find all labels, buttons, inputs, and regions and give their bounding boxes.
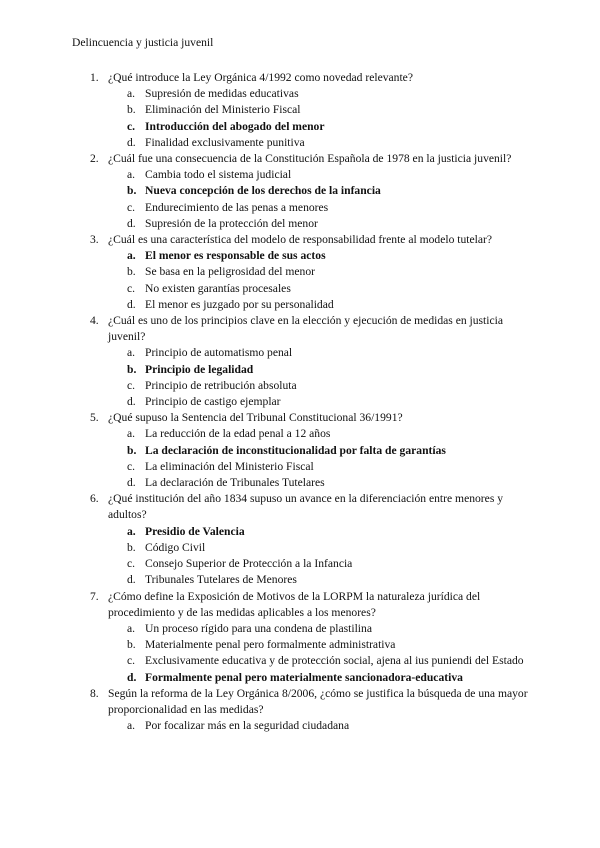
answer-option [0, 540, 600, 556]
option-text: Principio de automatismo penal [145, 346, 293, 360]
option-letter: d. [127, 476, 136, 490]
option-letter: a. [127, 87, 136, 101]
option-text: La declaración de Tribunales Tutelares [145, 476, 325, 490]
answer-option-correct [0, 670, 600, 686]
option-letter: a. [127, 249, 136, 263]
question-text: ¿Qué supuso la Sentencia del Tribunal Constitucional 36/1991? [108, 411, 403, 425]
option-text: Código Civil [145, 540, 206, 554]
option-text: Supresión de la protección del menor [145, 216, 318, 230]
answer-options [0, 621, 600, 686]
option-letter: c. [127, 119, 136, 133]
answer-option-correct [0, 443, 600, 459]
question-number: 1. [90, 71, 99, 84]
option-text: Presidio de Valencia [145, 524, 245, 538]
question-item [0, 491, 600, 588]
option-letter: a. [127, 346, 136, 360]
question-item [0, 589, 600, 686]
answer-options [0, 167, 600, 232]
answer-option [0, 394, 600, 410]
option-text: Principio de castigo ejemplar [145, 395, 281, 409]
option-letter: b. [127, 265, 136, 279]
option-letter: c. [127, 654, 136, 668]
answer-options [0, 248, 600, 313]
answer-options [0, 426, 600, 491]
option-text: Nueva concepción de los derechos de la infancia [145, 184, 381, 198]
answer-option [0, 653, 600, 669]
option-letter: c. [127, 557, 136, 571]
question-number: 8. [90, 686, 99, 700]
answer-option [0, 135, 600, 151]
question-item [0, 313, 600, 410]
answer-options [0, 345, 600, 410]
option-letter: b. [127, 362, 137, 376]
question-item [0, 410, 600, 491]
option-letter: a. [127, 168, 136, 182]
question-number: 2. [90, 152, 99, 166]
question-item [0, 151, 600, 232]
question-number: 6. [90, 492, 99, 506]
option-letter: b. [127, 184, 137, 198]
answer-option-correct [0, 248, 600, 264]
option-text: Introducción del abogado del menor [145, 119, 325, 133]
option-text: La eliminación del Ministerio Fiscal [145, 459, 314, 473]
answer-option-correct [0, 362, 600, 378]
answer-option [0, 167, 600, 183]
option-text: La reducción de la edad penal a 12 años [145, 427, 331, 441]
option-letter: a. [127, 621, 136, 635]
answer-options [0, 718, 600, 734]
answer-option [0, 200, 600, 216]
option-letter: d. [127, 573, 136, 587]
answer-option [0, 426, 600, 442]
answer-option [0, 572, 600, 588]
option-letter: d. [127, 297, 136, 311]
question-item [0, 70, 600, 151]
option-text: El menor es responsable de sus actos [145, 249, 326, 263]
option-text: Materialmente penal pero formalmente administrativa [145, 638, 396, 652]
answer-option [0, 378, 600, 394]
option-text: Principio de retribución absoluta [145, 378, 297, 392]
answer-option [0, 459, 600, 475]
option-text: La declaración de inconstitucionalidad por falta de garantías [145, 443, 446, 457]
option-text: Cambia todo el sistema judicial [145, 168, 292, 182]
option-text: Eliminación del Ministerio Fiscal [145, 103, 301, 117]
option-letter: d. [127, 216, 136, 230]
option-text: Formalmente penal pero materialmente sancionadora-educativa [145, 670, 463, 684]
answer-option [0, 556, 600, 572]
answer-option-correct [0, 524, 600, 540]
answer-option [0, 718, 600, 734]
option-letter: c. [127, 378, 136, 392]
option-letter: a. [127, 427, 136, 441]
option-text: Un proceso rígido para una condena de plastilina [145, 621, 372, 635]
question-text: Según la reforma de la Ley Orgánica 8/2006, ¿cómo se justifica la búsqueda de una mayor proporcionalidad en las medidas? [108, 686, 528, 716]
answer-option [0, 86, 600, 102]
answer-option [0, 297, 600, 313]
option-letter: d. [127, 135, 136, 149]
answer-options [0, 86, 600, 151]
option-letter: d. [127, 395, 136, 409]
option-text: Se basa en la peligrosidad del menor [145, 265, 315, 279]
option-letter: d. [127, 670, 137, 684]
answer-option [0, 102, 600, 118]
option-letter: c. [127, 200, 136, 214]
option-letter: b. [127, 540, 136, 554]
document-header: Delincuencia y justicia juvenil [72, 36, 214, 49]
question-text: ¿Cuál es uno de los principios clave en la elección y ejecución de medidas en justicia juvenil? [108, 314, 504, 344]
question-text: ¿Qué introduce la Ley Orgánica 4/1992 como novedad relevante? [108, 71, 413, 84]
answer-option [0, 637, 600, 653]
question-item [0, 232, 600, 313]
question-text: ¿Qué institución del año 1834 supuso un avance en la diferenciación entre menores y adultos? [108, 492, 504, 522]
option-text: Consejo Superior de Protección a la Infancia [145, 557, 353, 571]
answer-option [0, 475, 600, 491]
option-letter: a. [127, 719, 136, 733]
question-number: 3. [90, 233, 99, 247]
option-text: Tribunales Tutelares de Menores [145, 573, 297, 587]
question-list [0, 70, 600, 734]
question-text: ¿Cuál es una característica del modelo de responsabilidad frente al modelo tutelar? [108, 233, 493, 247]
answer-option [0, 216, 600, 232]
answer-option-correct [0, 119, 600, 135]
answer-option [0, 345, 600, 361]
option-letter: b. [127, 443, 137, 457]
question-text: ¿Cuál fue una consecuencia de la Constitución Española de 1978 en la justicia juvenil? [108, 152, 512, 166]
option-text: Principio de legalidad [145, 362, 254, 376]
option-letter: b. [127, 638, 136, 652]
answer-option-correct [0, 183, 600, 199]
question-item [0, 686, 600, 735]
option-letter: c. [127, 281, 136, 295]
option-text: Endurecimiento de las penas a menores [145, 200, 329, 214]
option-letter: b. [127, 103, 136, 117]
question-number: 7. [90, 589, 99, 603]
option-text: Supresión de medidas educativas [145, 87, 299, 101]
question-number: 4. [90, 314, 99, 328]
answer-option [0, 281, 600, 297]
option-letter: a. [127, 524, 136, 538]
answer-option [0, 264, 600, 280]
option-letter: c. [127, 459, 136, 473]
option-text: Exclusivamente educativa y de protección social, ajena al ius puniendi del Estado [145, 654, 524, 668]
option-text: El menor es juzgado por su personalidad [145, 297, 334, 311]
answer-option [0, 621, 600, 637]
question-text: ¿Cómo define la Exposición de Motivos de la LORPM la naturaleza jurídica del procedimiento y de las medidas aplicables a los menores? [108, 589, 481, 619]
option-text: Finalidad exclusivamente punitiva [145, 135, 305, 149]
option-text: Por focalizar más en la seguridad ciudadana [145, 719, 350, 733]
option-text: No existen garantías procesales [145, 281, 291, 295]
question-number: 5. [90, 411, 99, 425]
answer-options [0, 524, 600, 589]
